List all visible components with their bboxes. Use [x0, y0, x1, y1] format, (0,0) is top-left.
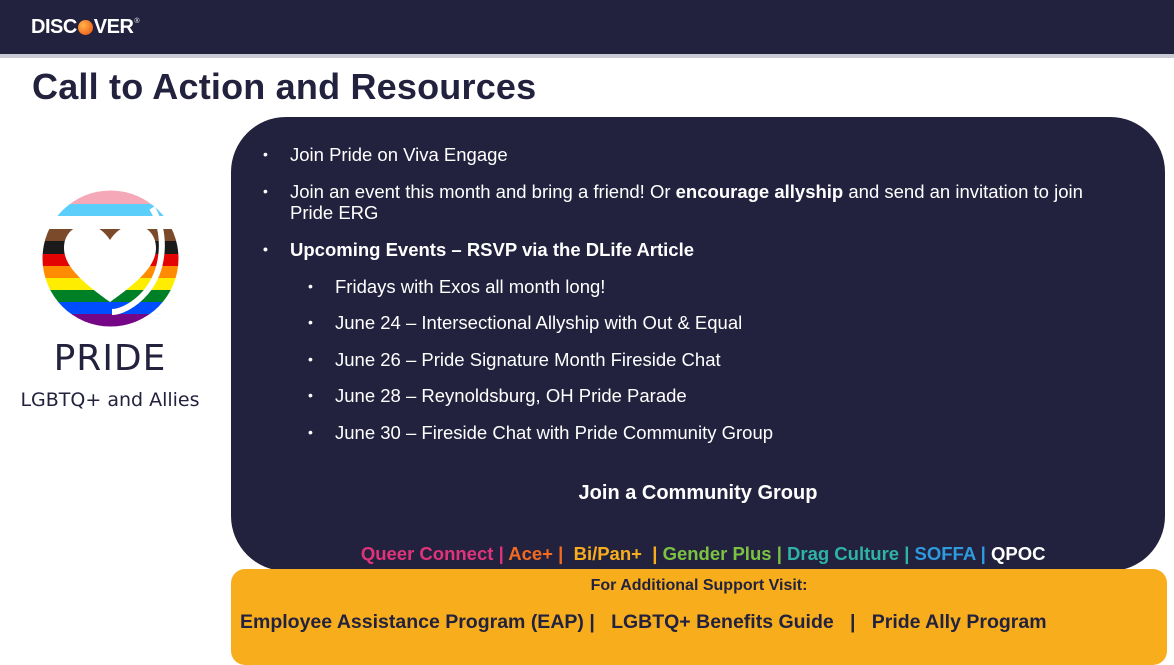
benefits-guide-link[interactable]: LGBTQ+ Benefits Guide: [611, 611, 834, 633]
header-bar: [0, 0, 1174, 54]
community-group-links: [231, 521, 1165, 565]
discover-logo: [31, 15, 139, 39]
separator: |: [498, 543, 504, 564]
event-label: Fridays with Exos all month long!: [335, 276, 606, 297]
pride-heart-logo: [42, 190, 179, 327]
event-item: [308, 385, 687, 406]
community-group-title: Join a Community Group: [578, 482, 818, 504]
event-label: June 24 – Intersectional Allyship with Out & Equal: [335, 312, 743, 333]
header-divider: [0, 54, 1174, 58]
logo-text-end: VER: [93, 15, 134, 38]
bullet-icon: •: [308, 424, 313, 440]
logo-text-start: DISC: [31, 15, 77, 38]
logo-o-circle: [78, 20, 93, 35]
separator: |: [904, 543, 910, 564]
separator: |: [589, 611, 595, 633]
pride-title: PRIDE: [53, 338, 167, 379]
pride-ally-program-link[interactable]: Pride Ally Program: [871, 611, 1047, 633]
invite-text-start: Join an event this month and bring a friend! Or: [290, 181, 676, 202]
invite-text: [290, 181, 1123, 223]
support-title: For Additional Support Visit:: [590, 577, 808, 594]
separator: |: [980, 543, 986, 564]
event-item: [308, 312, 742, 333]
page-title: Call to Action and Resources: [32, 66, 537, 107]
eap-link[interactable]: Employee Assistance Program (EAP): [240, 611, 584, 633]
bullet-icon: •: [308, 278, 313, 294]
event-label: June 28 – Reynoldsburg, OH Pride Parade: [335, 385, 687, 406]
bullet-icon: •: [263, 241, 268, 257]
separator: |: [558, 543, 564, 564]
list-item: [263, 239, 694, 260]
bullet-icon: •: [308, 387, 313, 403]
events-heading[interactable]: Upcoming Events – RSVP via the DLife Article: [290, 239, 695, 260]
support-links: [240, 611, 1047, 634]
event-item: [308, 422, 773, 443]
group-link-queer-connect[interactable]: Queer Connect: [360, 543, 494, 564]
event-label: June 30 – Fireside Chat with Pride Community Group: [335, 422, 774, 443]
group-link-drag-culture[interactable]: Drag Culture: [787, 543, 900, 564]
list-item: [263, 181, 1123, 223]
separator: |: [652, 543, 658, 564]
viva-engage-link[interactable]: Join Pride on Viva Engage: [290, 144, 508, 165]
event-item: [308, 349, 721, 370]
invite-text-bold: encourage allyship: [675, 181, 844, 202]
bullet-icon: •: [308, 351, 313, 367]
group-link-soffa[interactable]: SOFFA: [914, 543, 976, 564]
group-link-qpoc[interactable]: QPOC: [990, 543, 1046, 564]
group-link-ace[interactable]: Ace+: [508, 543, 553, 564]
group-link-bi-pan[interactable]: Bi/Pan+: [573, 543, 642, 564]
bullet-icon: •: [308, 314, 313, 330]
separator: |: [849, 611, 856, 633]
event-label: June 26 – Pride Signature Month Fireside Chat: [335, 349, 721, 370]
trademark: ®: [134, 17, 140, 25]
bullet-icon: •: [263, 146, 268, 162]
group-link-gender-plus[interactable]: Gender Plus: [662, 543, 772, 564]
list-item: [263, 144, 508, 165]
separator: |: [776, 543, 782, 564]
pride-subtitle: LGBTQ+ and Allies: [20, 389, 200, 411]
invite-text-end: and send an invitation to join Pride ERG: [290, 181, 1083, 223]
event-item: [308, 276, 605, 297]
bullet-icon: •: [263, 183, 268, 199]
